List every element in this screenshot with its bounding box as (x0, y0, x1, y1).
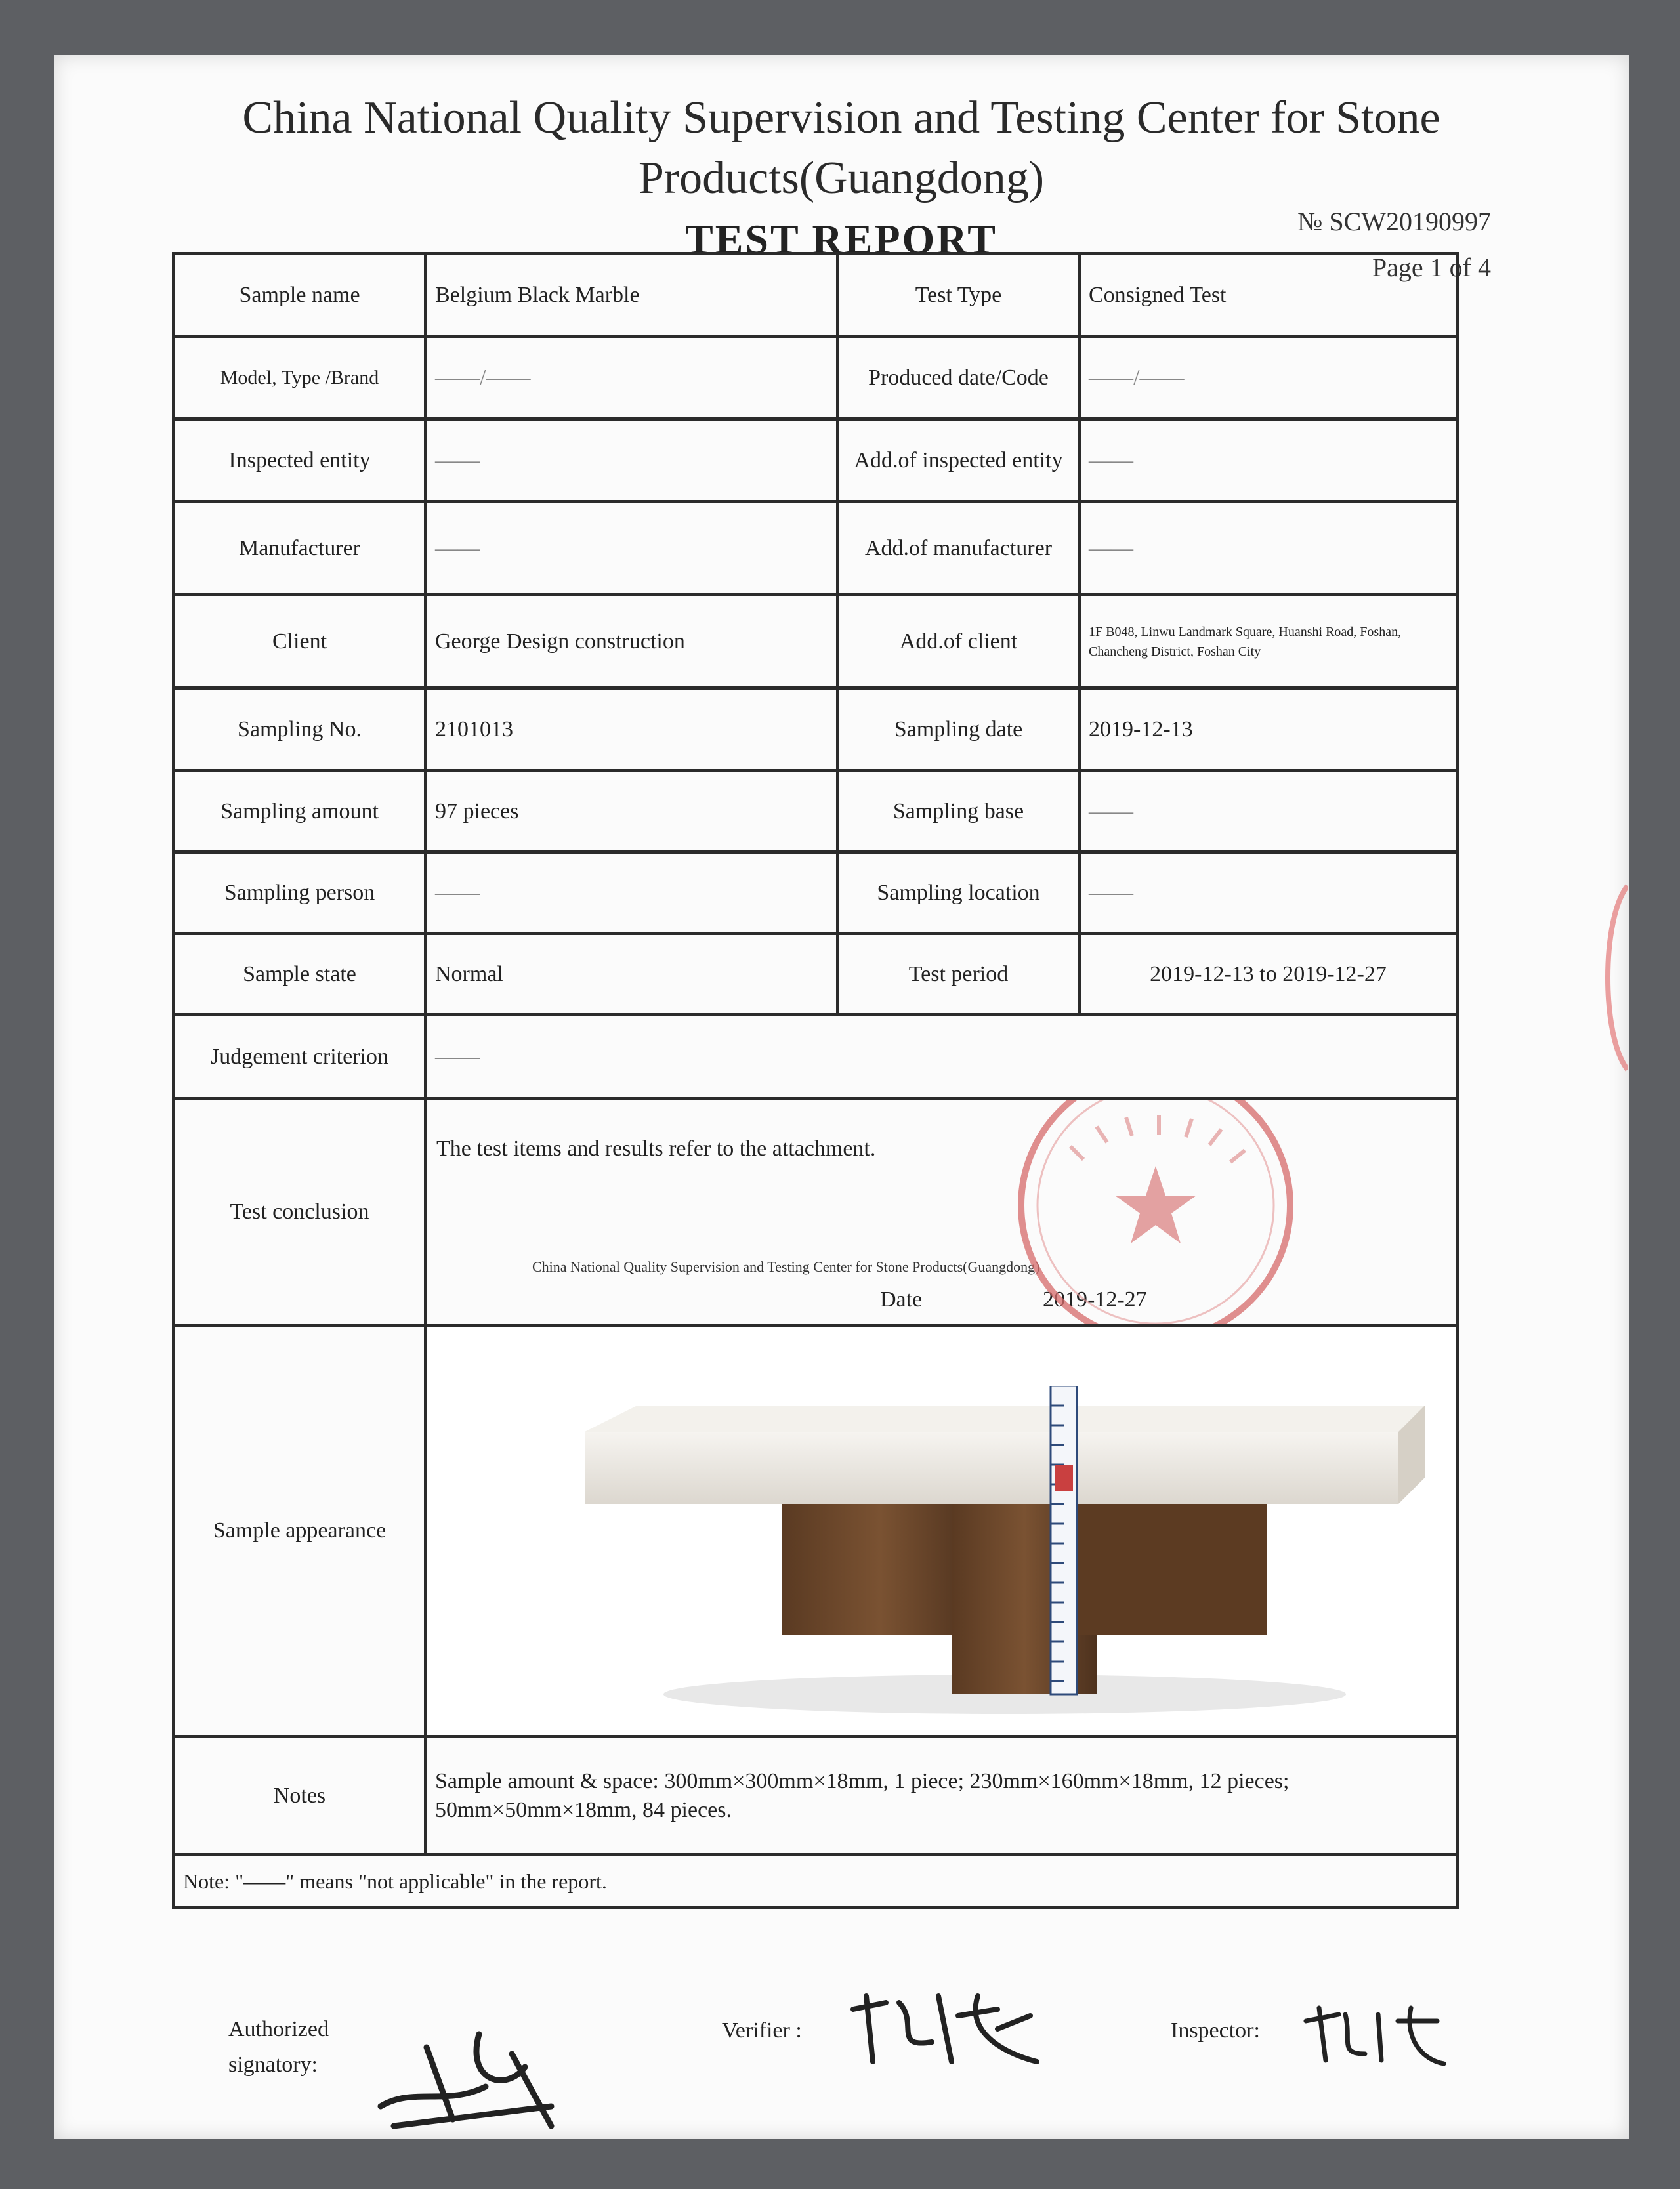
conclusion-label: Test conclusion (174, 1099, 426, 1325)
table-row (174, 595, 1458, 688)
table-row (174, 1099, 1458, 1325)
table-row (174, 688, 1458, 771)
table-row (174, 337, 1458, 419)
conclusion-text: The test items and results refer to the attachment. (436, 1136, 876, 1161)
table-row (174, 1855, 1458, 1908)
sampling-base-value: —— (1080, 771, 1458, 852)
table-row (174, 852, 1458, 934)
test-period-value: 2019-12-13 to 2019-12-27 (1080, 934, 1458, 1015)
model-value: ——/—— (426, 337, 838, 419)
produced-value: ——/—— (1080, 337, 1458, 419)
table-row (174, 771, 1458, 852)
appearance-label: Sample appearance (174, 1325, 426, 1737)
page-indicator: Page 1 of 4 (1372, 253, 1491, 282)
conclusion-date: 2019-12-27 (1043, 1287, 1147, 1312)
report-table (172, 252, 1459, 1909)
table-row (174, 934, 1458, 1015)
authorized-signature (354, 2008, 578, 2139)
manufacturer-label: Manufacturer (174, 502, 426, 595)
org-title-line1: China National Quality Supervision and Testing Center for Stone (242, 93, 1440, 143)
addr-manufacturer-value: —— (1080, 502, 1458, 595)
table-row (174, 502, 1458, 595)
sampling-date-label: Sampling date (838, 688, 1080, 771)
test-type-value: Consigned Test (1080, 254, 1458, 337)
sample-name-value: Belgium Black Marble (426, 254, 838, 337)
appearance-cell (426, 1325, 1458, 1737)
notes-label: Notes (174, 1737, 426, 1855)
test-period-label: Test period (838, 934, 1080, 1015)
produced-label: Produced date/Code (838, 337, 1080, 419)
sample-product-image (585, 1386, 1425, 1727)
table-row (174, 1325, 1458, 1737)
inspector-signature (1299, 2001, 1450, 2074)
test-type-label: Test Type (838, 254, 1080, 337)
addr-inspected-value: —— (1080, 419, 1458, 502)
table-row (174, 254, 1458, 337)
judgement-label: Judgement criterion (174, 1015, 426, 1099)
conclusion-date-label: Date (880, 1287, 923, 1312)
sampling-location-label: Sampling location (838, 852, 1080, 934)
official-seal-stamp (1011, 1100, 1300, 1324)
model-label: Model, Type /Brand (174, 337, 426, 419)
table-row (174, 1737, 1458, 1855)
addr-client-label: Add.of client (838, 595, 1080, 688)
org-title-line2: Products(Guangdong) (638, 153, 1045, 203)
sampling-base-label: Sampling base (838, 771, 1080, 852)
report-number: № SCW20190997 (1297, 207, 1491, 236)
sample-name-label: Sample name (174, 254, 426, 337)
sampling-no-label: Sampling No. (174, 688, 426, 771)
sampling-person-label: Sampling person (174, 852, 426, 934)
edge-seal-stamp (1601, 879, 1628, 1076)
client-label: Client (174, 595, 426, 688)
notes-value: Sample amount & space: 300mm×300mm×18mm, 1 piece; 230mm×160mm×18mm, 12 pieces; 50mm×50mm×18mm, 84 pieces. (426, 1737, 1458, 1855)
sampling-location-value: —— (1080, 852, 1458, 934)
sampling-no-value: 2101013 (426, 688, 838, 771)
judgement-value: —— (426, 1015, 1458, 1099)
addr-manufacturer-label: Add.of manufacturer (838, 502, 1080, 595)
inspector-label: Inspector: (1171, 2018, 1260, 2043)
manufacturer-value: —— (426, 502, 838, 595)
report-title: TEST REPORT (685, 216, 998, 262)
verifier-signature (840, 1983, 1050, 2075)
verifier-label: Verifier : (722, 2018, 802, 2043)
addr-client-value: 1F B048, Linwu Landmark Square, Huanshi Road, Foshan, Chancheng District, Foshan City (1080, 595, 1458, 688)
sample-state-value: Normal (426, 934, 838, 1015)
sampling-amount-value: 97 pieces (426, 771, 838, 852)
table-row (174, 419, 1458, 502)
sampling-person-value: —— (426, 852, 838, 934)
addr-inspected-label: Add.of inspected entity (838, 419, 1080, 502)
sampling-date-value: 2019-12-13 (1080, 688, 1458, 771)
organization-title (54, 88, 1629, 209)
conclusion-cell (426, 1099, 1458, 1325)
footnote: Note: "——" means "not applicable" in the report. (174, 1855, 1458, 1908)
sample-state-label: Sample state (174, 934, 426, 1015)
inspected-entity-value: —— (426, 419, 838, 502)
client-value: George Design construction (426, 595, 838, 688)
sampling-amount-label: Sampling amount (174, 771, 426, 852)
inspected-entity-label: Inspected entity (174, 419, 426, 502)
table-row (174, 1015, 1458, 1099)
conclusion-organization: China National Quality Supervision and Testing Center for Stone Products(Guangdong) (532, 1259, 1040, 1275)
authorized-signatory-label: Authorized signatory: (228, 2017, 329, 2077)
